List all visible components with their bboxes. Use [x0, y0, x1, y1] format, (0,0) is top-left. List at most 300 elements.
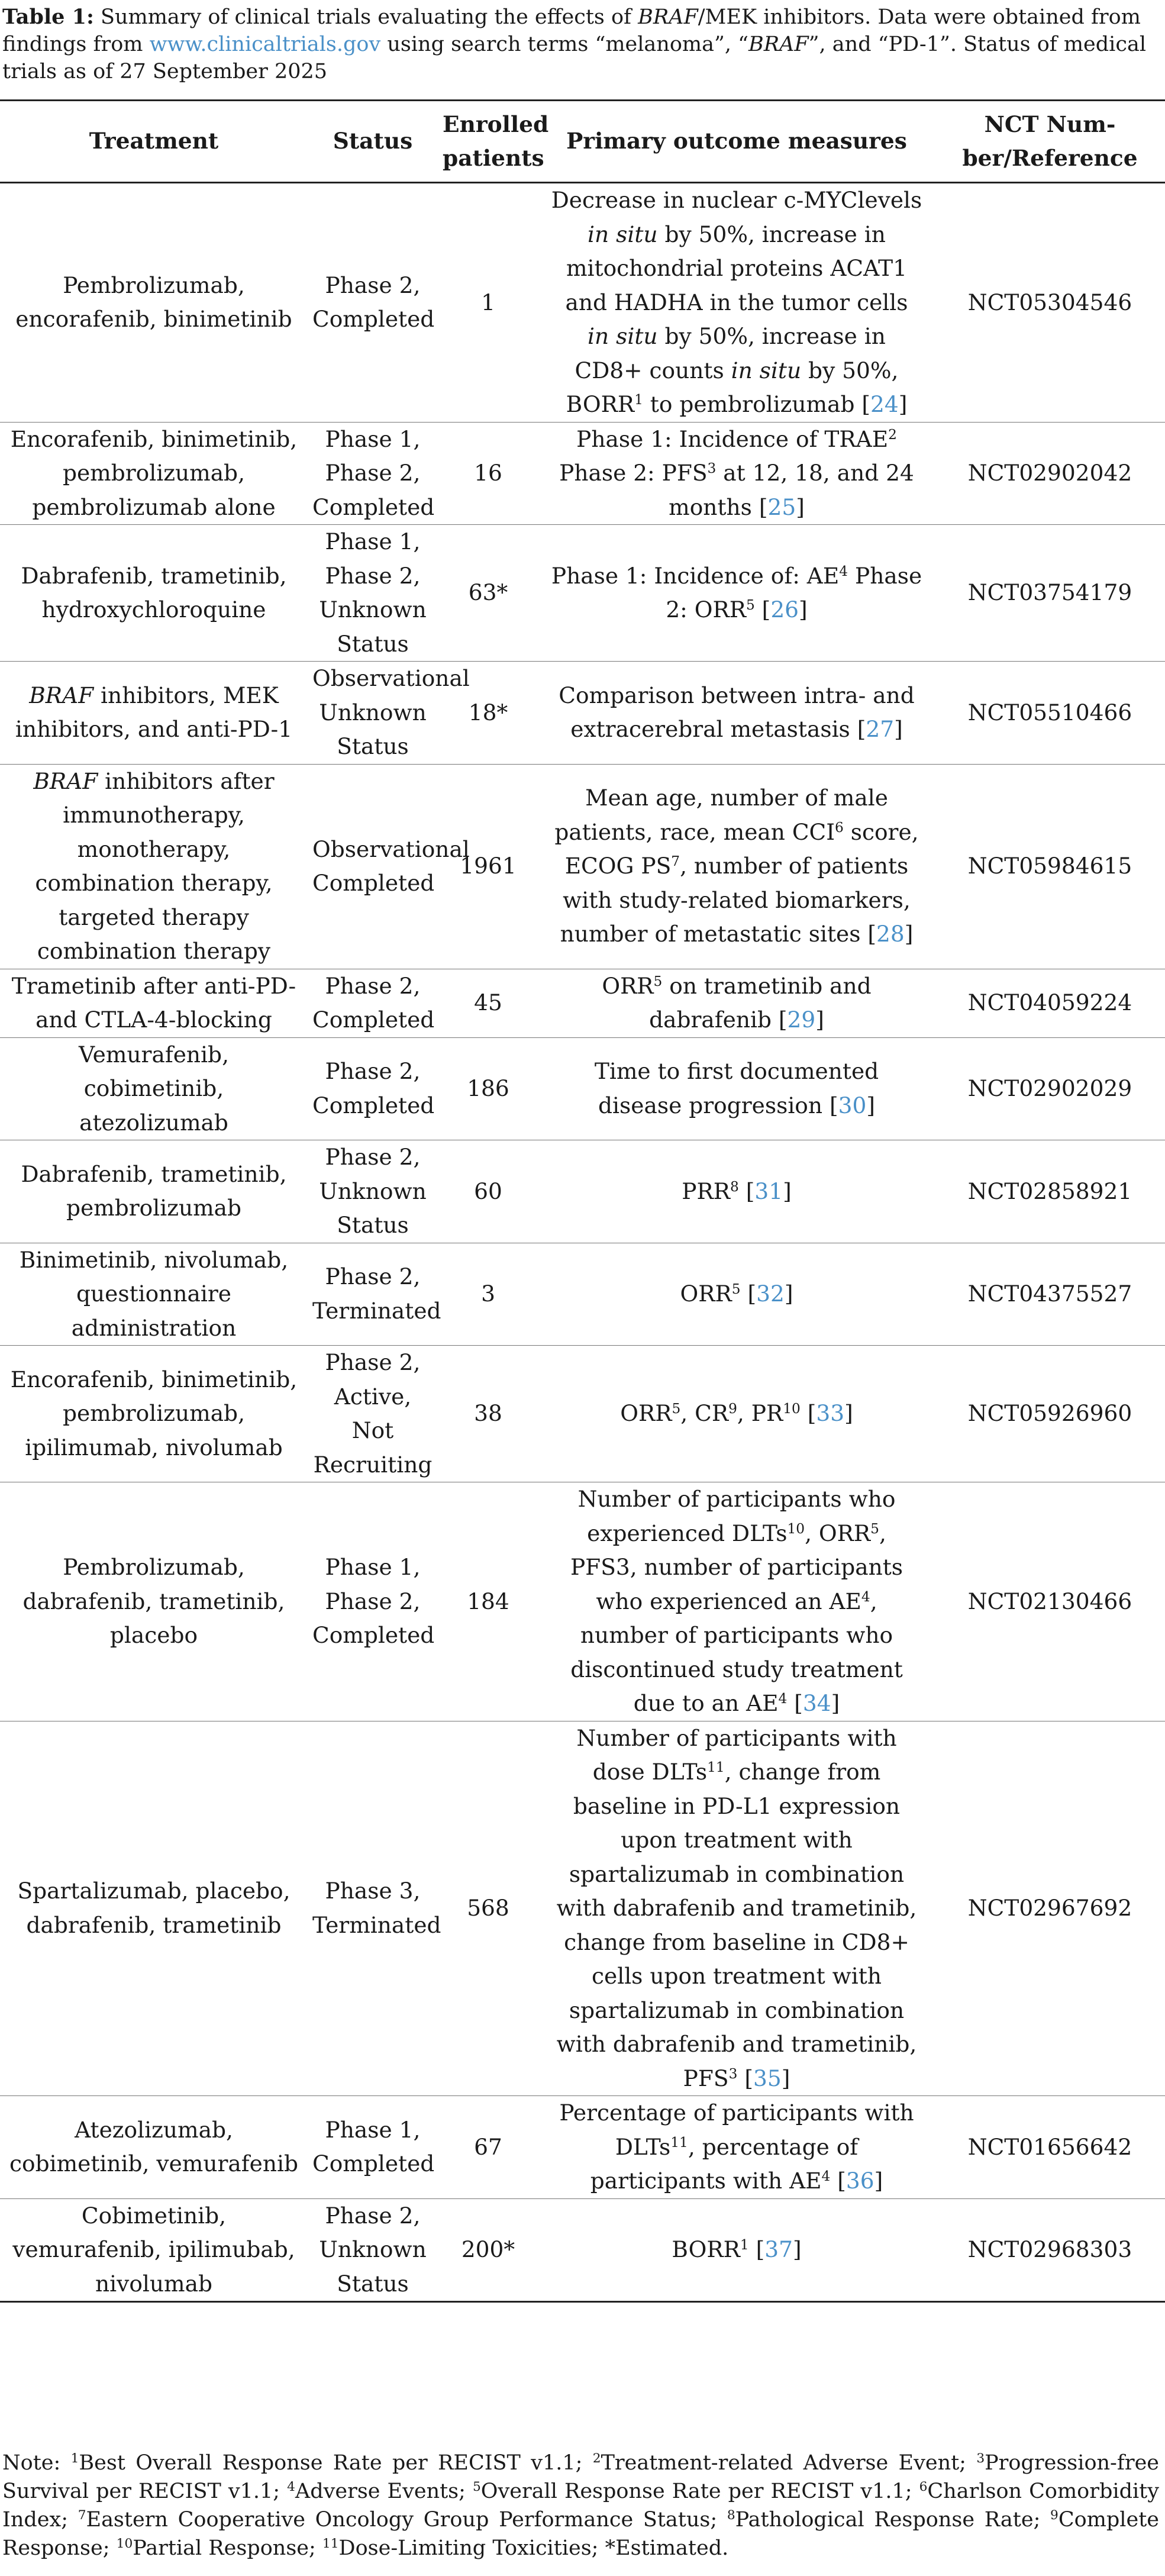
outcome-text: participants with AE — [590, 2168, 822, 2194]
treatment-line: Trametinib after anti-PD- — [11, 972, 296, 999]
status-line: Phase 3, — [325, 1878, 421, 1904]
cell-outcome — [538, 2096, 935, 2199]
cell-nct: NCT05926960 — [967, 1400, 1132, 1427]
cell-nct: NCT02858921 — [967, 1178, 1132, 1204]
cell-outcome — [538, 764, 935, 969]
footnote-marker: 5 — [653, 973, 663, 989]
outcome-text: ] — [781, 2065, 790, 2091]
outcome-text: by 50%, increase in — [657, 323, 886, 349]
cell-treatment — [0, 183, 308, 423]
cell-status — [308, 1721, 441, 2096]
clinical-trials-table — [0, 99, 1165, 2303]
status-line: Recruiting — [313, 1451, 433, 1478]
caption-text: Summary of clinical trials evaluating the effects of — [93, 5, 638, 29]
footnote-marker: 10 — [783, 1401, 801, 1417]
status-line: Completed — [312, 494, 435, 520]
cell-enrolled: 3 — [481, 1281, 495, 1307]
status-line: Completed — [312, 1092, 435, 1118]
cell-status — [308, 764, 470, 969]
status-line: Status — [337, 733, 409, 759]
cell-enrolled: 45 — [474, 989, 502, 1016]
footnote-marker: 6 — [835, 819, 844, 836]
reference-link[interactable]: 26 — [770, 597, 799, 623]
outcome-text: ] — [894, 716, 903, 743]
outcome-text: ] — [844, 1400, 853, 1427]
cell-treatment — [0, 1037, 308, 1140]
status-line: Terminated — [312, 1911, 441, 1938]
treatment-text: inhibitors, and anti-PD-1 — [15, 716, 293, 743]
outcome-text: with dabrafenib and trametinib, — [556, 1895, 917, 1921]
outcome-text: , — [879, 1520, 886, 1546]
outcome-text: Phase 1: Incidence of TRAE — [576, 425, 889, 452]
outcome-text: ] — [904, 921, 914, 947]
status-line: Completed — [312, 870, 435, 896]
treatment-line: questionnaire — [76, 1281, 231, 1307]
outcome-text: upon treatment with — [621, 1827, 853, 1853]
status-line: Phase 2, — [325, 1349, 421, 1375]
reference-link[interactable]: 29 — [787, 1007, 816, 1033]
cell-nct: NCT04059224 — [967, 989, 1132, 1016]
footnote-marker: 3 — [707, 460, 717, 477]
table-row — [0, 525, 1165, 662]
outcome-text: due to an AE — [633, 1690, 779, 1716]
reference-link[interactable]: 31 — [754, 1178, 783, 1204]
cell-treatment — [0, 662, 308, 765]
cell-status — [308, 525, 438, 662]
cell-outcome — [538, 1243, 935, 1346]
cell-outcome — [538, 1482, 935, 1721]
outcome-text: , ORR — [805, 1520, 871, 1546]
reference-link[interactable]: 34 — [802, 1690, 831, 1716]
treatment-line: pembrolizumab alone — [32, 494, 276, 520]
outcome-text: PFS3, number of participants — [570, 1554, 903, 1580]
outcome-text: Number of participants with — [576, 1724, 897, 1751]
cell-nct: NCT04375527 — [967, 1281, 1132, 1307]
outcome-text: baseline in PD-L1 expression — [573, 1792, 901, 1819]
treatment-line: Vemurafenib, — [79, 1041, 229, 1068]
caption-text: ”, and “PD-1”. Status of medical trials as of 27 September 2025 — [2, 33, 1147, 83]
status-line: Phase 1, — [325, 1554, 421, 1580]
treatment-line: Cobimetinib, — [81, 2202, 227, 2229]
outcome-text: experienced DLTs — [587, 1520, 788, 1546]
cell-treatment — [0, 1482, 308, 1721]
outcome-text: on trametinib and — [662, 972, 872, 999]
treatment-text: inhibitors, MEK — [93, 682, 279, 708]
outcome-text: Comparison between intra- and — [559, 682, 915, 708]
table-row — [0, 422, 1165, 525]
outcome-text: with study-related biomarkers, — [563, 886, 911, 913]
cell-status — [308, 662, 470, 765]
treatment-line: Spartalizumab, placebo, — [17, 1878, 291, 1904]
treatment-text: combination therapy — [37, 938, 271, 964]
outcome-italic: in situ — [588, 323, 658, 349]
table-row — [0, 969, 1165, 1037]
treatment-text: combination therapy, — [35, 870, 273, 896]
status-line: Unknown — [319, 597, 427, 623]
footnote-marker: 2 — [592, 2451, 601, 2467]
treatment-text: inhibitors after — [98, 768, 275, 794]
cell-outcome — [538, 183, 935, 423]
outcome-text: BORR — [566, 391, 635, 417]
outcome-text: [ — [830, 2168, 846, 2194]
cell-status — [308, 1482, 438, 1721]
reference-link[interactable]: 27 — [866, 716, 895, 743]
note-text: Note: — [2, 2451, 71, 2475]
cell-enrolled: 568 — [467, 1895, 509, 1921]
outcome-text: 2: ORR — [666, 597, 746, 623]
treatment-line: pembrolizumab — [66, 1195, 242, 1221]
table-row — [0, 764, 1165, 969]
cell-enrolled: 18* — [468, 699, 508, 726]
outcome-text: disease progression [ — [598, 1092, 838, 1118]
status-line: Completed — [312, 1622, 435, 1648]
cell-enrolled: 63* — [468, 579, 508, 606]
cell-outcome — [538, 1721, 935, 2096]
note-text: Complete Response; — [2, 2508, 1159, 2560]
outcome-text: [ — [737, 2065, 753, 2091]
outcome-text: [ — [800, 1400, 817, 1427]
status-line: Phase 2, — [325, 272, 421, 298]
outcome-text: [ — [748, 2236, 765, 2262]
footnote-marker: 1 — [634, 392, 643, 408]
cell-nct: NCT01656642 — [967, 2133, 1132, 2160]
outcome-text: by 50%, — [801, 357, 899, 383]
note-text: Adverse Events; — [295, 2480, 473, 2503]
outcome-text: by 50%, increase in — [657, 221, 886, 247]
outcome-text: , number of patients — [680, 853, 909, 879]
outcome-text: with dabrafenib and trametinib, — [556, 2031, 917, 2057]
cell-nct: NCT05984615 — [967, 853, 1132, 879]
outcome-text: ] — [874, 2168, 883, 2194]
treatment-line: Encorafenib, binimetinib, — [10, 1366, 298, 1392]
outcome-text: Decrease in nuclear c-MYC — [551, 187, 858, 213]
cell-status — [308, 1346, 438, 1482]
table-row — [0, 1243, 1165, 1346]
table-row — [0, 1037, 1165, 1140]
outcome-text: ] — [783, 1178, 792, 1204]
status-line: Completed — [312, 306, 435, 333]
reference-link[interactable]: 24 — [870, 391, 899, 417]
reference-link[interactable]: 36 — [845, 2168, 874, 2194]
status-line: Completed — [312, 1007, 435, 1033]
cell-treatment — [0, 1140, 308, 1243]
status-line: Phase 2, — [325, 1263, 421, 1290]
treatment-line: cobimetinib, vemurafenib — [9, 2151, 298, 2177]
treatment-line: pembrolizumab, — [62, 1400, 245, 1427]
footnote-marker: 1 — [740, 2237, 749, 2253]
outcome-text: Percentage of participants with — [559, 2100, 914, 2126]
footnote-marker: 11 — [707, 1759, 725, 1776]
outcome-text: , percentage of — [688, 2133, 859, 2160]
header-treatment: Treatment — [0, 101, 308, 183]
treatment-line: Binimetinib, nivolumab, — [19, 1246, 289, 1273]
cell-status — [308, 2096, 438, 2199]
header-enrolled: Enrolled patients — [438, 101, 538, 183]
cell-nct: NCT02902029 — [967, 1075, 1132, 1101]
caption-text: using search terms “melanoma”, “ — [380, 33, 748, 56]
outcome-text: , change from — [724, 1759, 881, 1785]
cell-treatment — [0, 525, 308, 662]
table-row — [0, 183, 1165, 423]
table-row — [0, 1482, 1165, 1721]
treatment-text: monotherapy, — [77, 836, 231, 862]
cell-status — [308, 969, 438, 1037]
footnote-marker: 6 — [919, 2480, 928, 2495]
outcome-text: ] — [792, 2236, 802, 2262]
reference-link[interactable]: 35 — [753, 2065, 782, 2091]
outcome-text: dose DLTs — [592, 1759, 708, 1785]
status-line: Phase 2, — [325, 562, 421, 589]
footnote-marker: 5 — [870, 1520, 879, 1537]
status-line: Unknown — [319, 699, 427, 726]
cell-nct: NCT02968303 — [967, 2236, 1132, 2262]
treatment-text: targeted therapy — [59, 904, 249, 930]
footnote-marker: 2 — [888, 426, 897, 443]
outcome-text: ] — [799, 597, 808, 623]
footnote-marker: 9 — [1050, 2508, 1058, 2523]
outcome-text: [ — [754, 597, 771, 623]
outcome-text: ] — [866, 1092, 875, 1118]
outcome-text: ] — [831, 1690, 840, 1716]
table-header-row — [0, 101, 1165, 183]
cell-enrolled: 38 — [474, 1400, 502, 1427]
outcome-text: ] — [784, 1281, 793, 1307]
footnote-marker: 3 — [976, 2451, 985, 2467]
treatment-line: Atezolizumab, — [75, 2116, 233, 2143]
footnote-marker: 7 — [671, 853, 680, 870]
cell-status — [308, 1243, 441, 1346]
cell-nct: NCT02902042 — [967, 460, 1132, 486]
table-row — [0, 662, 1165, 765]
status-line: Unknown — [319, 1178, 427, 1204]
outcome-text: who experienced an AE — [596, 1588, 861, 1614]
caption-gene: BRAF — [638, 5, 698, 29]
outcome-text: BORR — [672, 2236, 740, 2262]
status-line: Phase 2, — [325, 972, 421, 999]
outcome-text: score, — [843, 818, 919, 845]
cell-enrolled: 60 — [474, 1178, 502, 1204]
cell-treatment — [0, 1346, 308, 1482]
cell-status — [308, 422, 438, 525]
outcome-text: dabrafenib [ — [649, 1007, 788, 1033]
cell-treatment — [0, 2198, 308, 2302]
table-row — [0, 1721, 1165, 2096]
outcome-text: levels — [857, 187, 922, 213]
outcome-text: discontinued study treatment — [570, 1656, 903, 1682]
status-line: Completed — [312, 2151, 435, 2177]
status-line: Phase 1, — [325, 528, 421, 554]
cell-enrolled: 1 — [481, 289, 495, 315]
cell-outcome — [538, 1140, 935, 1243]
cell-treatment — [0, 1721, 308, 2096]
outcome-text: Time to first documented — [594, 1058, 879, 1085]
cell-nct: NCT02130466 — [967, 1588, 1132, 1614]
outcome-text: change from baseline in CD8+ — [564, 1929, 909, 1955]
note-text: Best Overall Response Rate per RECIST v1.1; — [79, 2451, 593, 2475]
outcome-text: ] — [898, 391, 908, 417]
footnote-marker: 5 — [472, 2480, 481, 2495]
status-line: Phase 1, — [325, 2116, 421, 2143]
note-text: Treatment-related Adverse Event; — [601, 2451, 977, 2475]
treatment-line: encorafenib, binimetinib — [15, 306, 292, 333]
outcome-italic: in situ — [731, 357, 802, 383]
treatment-line: Encorafenib, binimetinib, — [10, 425, 298, 452]
outcome-text: [ — [738, 1178, 755, 1204]
table-label: Table 1: — [2, 5, 94, 29]
treatment-line: Dabrafenib, trametinib, — [21, 562, 287, 589]
note-text: Partial Response; — [133, 2536, 322, 2560]
outcome-text: [ — [740, 1281, 757, 1307]
footnote-marker: 5 — [672, 1401, 681, 1417]
outcome-text: ORR — [680, 1281, 732, 1307]
cell-enrolled: 67 — [474, 2133, 502, 2160]
cell-enrolled: 200* — [461, 2236, 515, 2262]
outcome-text: Phase 2: PFS — [559, 460, 708, 486]
outcome-text: to pembrolizumab [ — [643, 391, 871, 417]
treatment-line: nivolumab — [95, 2270, 212, 2297]
outcome-text: Phase 1: Incidence of: AE — [551, 562, 840, 589]
note-text: Progression-free Survival per RECIST v1.1; — [2, 2451, 1159, 2503]
reference-link[interactable]: 33 — [816, 1400, 845, 1427]
footnote-marker: 4 — [861, 1588, 870, 1605]
treatment-line: administration — [71, 1314, 237, 1341]
cell-outcome — [538, 662, 935, 765]
status-line: Phase 2, — [325, 460, 421, 486]
outcome-text: DLTs — [615, 2133, 671, 2160]
status-line: Observational — [312, 665, 470, 691]
treatment-line: ipilimumab, nivolumab — [25, 1434, 283, 1461]
footnote-marker: 4 — [821, 2168, 831, 2185]
caption-text: /MEK inhibitors. Data were obtained from findings from — [2, 5, 1141, 56]
footnote-marker: 10 — [787, 1520, 805, 1537]
footnote-marker: 7 — [78, 2508, 86, 2523]
table-row — [0, 2198, 1165, 2302]
footnote-marker: 9 — [728, 1401, 737, 1417]
outcome-text: ] — [796, 494, 805, 520]
treatment-line: and CTLA-4-blocking — [36, 1007, 272, 1033]
note-text: Eastern Cooperative Oncology Group Performance Status; — [86, 2508, 727, 2532]
outcome-text: at 12, 18, and 24 — [716, 460, 914, 486]
status-line: Terminated — [312, 1297, 441, 1324]
treatment-line: hydroxychloroquine — [41, 597, 266, 623]
outcome-text: and HADHA in the tumor cells — [565, 289, 908, 315]
cell-status — [308, 1037, 438, 1140]
cell-treatment — [0, 764, 308, 969]
clinicaltrials-link[interactable]: www.clinicaltrials.gov — [149, 33, 381, 56]
treatment-line: Pembrolizumab, — [63, 1554, 245, 1580]
cell-enrolled: 16 — [474, 460, 502, 486]
status-line: Status — [337, 1212, 409, 1238]
reference-link[interactable]: 30 — [838, 1092, 867, 1118]
note-text: Overall Response Rate per RECIST v1.1; — [480, 2480, 919, 2503]
status-line: Status — [337, 2270, 409, 2297]
note-text: Dose-Limiting Toxicities; *Estimated. — [338, 2536, 729, 2560]
note-text: Pathological Response Rate; — [735, 2508, 1051, 2532]
footnote-marker: 10 — [116, 2536, 133, 2552]
outcome-text: spartalizumab in combination — [569, 1861, 905, 1887]
cell-outcome — [538, 969, 935, 1037]
cell-outcome — [538, 525, 935, 662]
outcome-text: Phase — [848, 562, 922, 589]
treatment-line: atezolizumab — [79, 1109, 228, 1136]
outcome-text: , PR — [737, 1400, 783, 1427]
status-line: Phase 2, — [325, 1588, 421, 1614]
reference-link[interactable]: 25 — [767, 494, 796, 520]
outcome-text: [ — [787, 1690, 803, 1716]
cell-status — [308, 2198, 438, 2302]
footnote-marker: 11 — [322, 2536, 339, 2552]
treatment-line: pembrolizumab, — [62, 460, 245, 486]
note-text: Charlson Comorbidity Index; — [2, 2480, 1160, 2532]
cell-status — [308, 183, 438, 423]
cell-nct: NCT05510466 — [967, 699, 1132, 726]
footnote-marker: 8 — [730, 1178, 739, 1195]
footnote-marker: 5 — [731, 1281, 741, 1298]
cell-enrolled: 184 — [467, 1588, 509, 1614]
footnote-marker: 4 — [287, 2480, 295, 2495]
cell-treatment — [0, 2096, 308, 2199]
status-line: Status — [337, 630, 409, 657]
outcome-text: ORR — [602, 972, 654, 999]
header-status: Status — [308, 101, 438, 183]
footnote-marker: 4 — [778, 1691, 788, 1707]
outcome-text: Mean age, number of male — [585, 785, 888, 811]
outcome-text: Number of participants who — [577, 1486, 896, 1512]
treatment-line: vemurafenib, ipilimubab, — [12, 2236, 295, 2262]
status-line: Observational — [312, 836, 470, 862]
outcome-italic: in situ — [588, 221, 658, 247]
status-line: Unknown — [319, 2236, 427, 2262]
cell-treatment — [0, 969, 308, 1037]
cell-nct: NCT02967692 — [967, 1895, 1132, 1921]
table-row — [0, 1140, 1165, 1243]
outcome-text: ECOG PS — [564, 853, 672, 879]
cell-treatment — [0, 422, 308, 525]
outcome-text: PFS — [683, 2065, 729, 2091]
outcome-text: , — [870, 1588, 877, 1614]
cell-outcome — [538, 1037, 935, 1140]
cell-nct: NCT03754179 — [967, 579, 1132, 606]
table-row — [0, 2096, 1165, 2199]
outcome-text: ] — [815, 1007, 824, 1033]
outcome-text: patients, race, mean CCI — [554, 818, 835, 845]
table-caption — [2, 4, 1159, 85]
reference-link[interactable]: 37 — [764, 2236, 793, 2262]
reference-link[interactable]: 32 — [756, 1281, 785, 1307]
table-footnote — [2, 2449, 1159, 2562]
cell-treatment — [0, 1243, 308, 1346]
outcome-text: months [ — [669, 494, 768, 520]
outcome-text: extracerebral metastasis [ — [570, 716, 866, 743]
treatment-line: Dabrafenib, trametinib, — [21, 1160, 287, 1187]
outcome-text: number of metastatic sites [ — [560, 921, 877, 947]
reference-link[interactable]: 28 — [876, 921, 905, 947]
outcome-text: , CR — [680, 1400, 729, 1427]
footnote-marker: 3 — [728, 2065, 738, 2082]
caption-gene: BRAF — [748, 33, 809, 56]
treatment-line: dabrafenib, trametinib — [26, 1911, 282, 1938]
table-row — [0, 1346, 1165, 1482]
treatment-text: immunotherapy, — [63, 802, 245, 828]
outcome-text: mitochondrial proteins ACAT1 — [566, 255, 908, 281]
cell-outcome — [538, 2198, 935, 2302]
treatment-line: Pembrolizumab, — [63, 272, 245, 298]
treatment-italic: BRAF — [33, 768, 98, 794]
footnote-marker: 11 — [670, 2134, 688, 2151]
outcome-text: cells upon treatment with — [592, 1963, 882, 1989]
status-line: Phase 2, — [325, 1144, 421, 1170]
status-line: Phase 2, — [325, 1058, 421, 1085]
